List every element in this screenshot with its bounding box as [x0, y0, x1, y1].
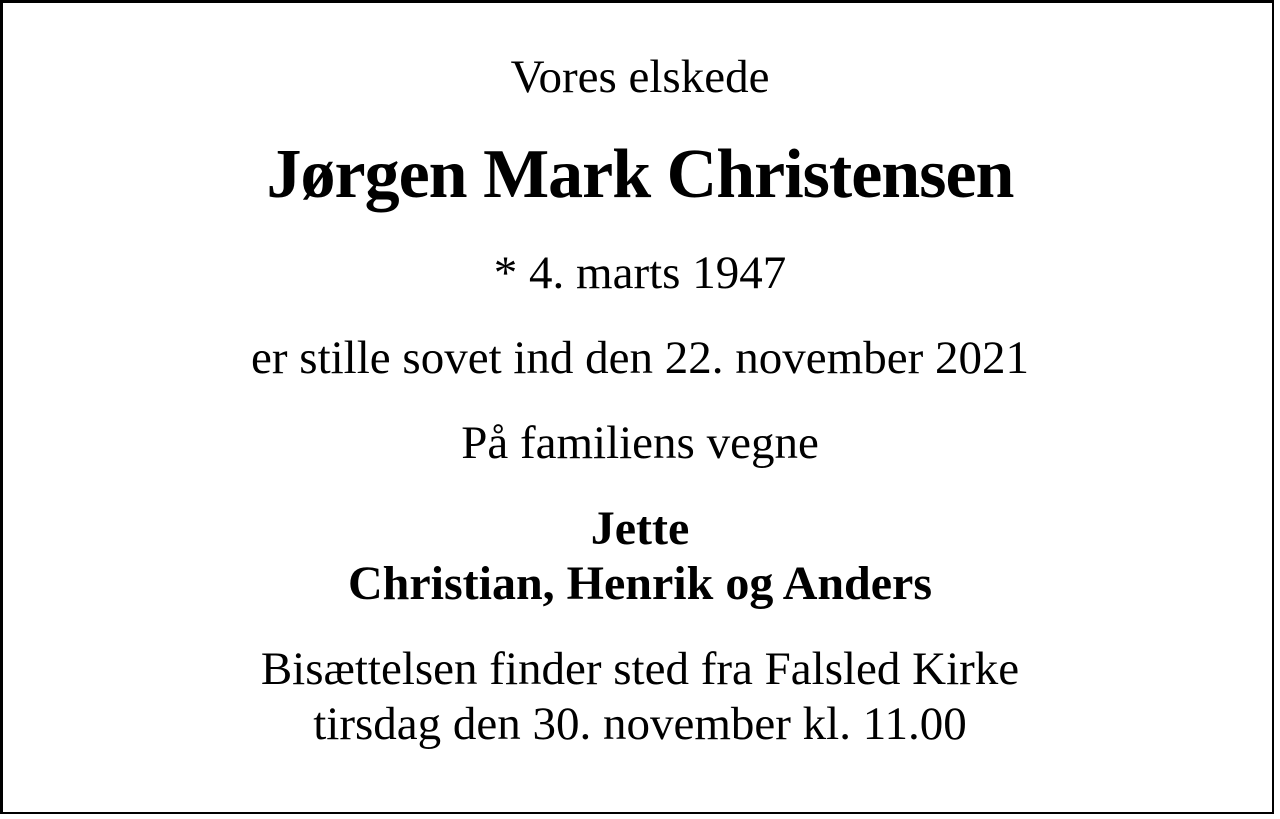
ceremony-datetime-line: tirsdag den 30. november kl. 11.00	[313, 698, 967, 750]
on-behalf-line: På familiens vegne	[461, 417, 819, 469]
ceremony-location-line: Bisættelsen finder sted fra Falsled Kirke	[260, 643, 1020, 695]
signature-block	[348, 501, 932, 611]
ceremony-block	[261, 642, 1019, 752]
birth-date-line: * 4. marts 1947	[493, 247, 787, 299]
signature-names-secondary: Christian, Henrik og Anders	[347, 557, 933, 610]
deceased-name: Jørgen Mark Christensen	[266, 136, 1014, 213]
death-date-line: er stille sovet ind den 22. november 2021	[251, 332, 1029, 384]
intro-text: Vores elskede	[510, 51, 770, 103]
signature-name-primary: Jette	[590, 502, 690, 555]
